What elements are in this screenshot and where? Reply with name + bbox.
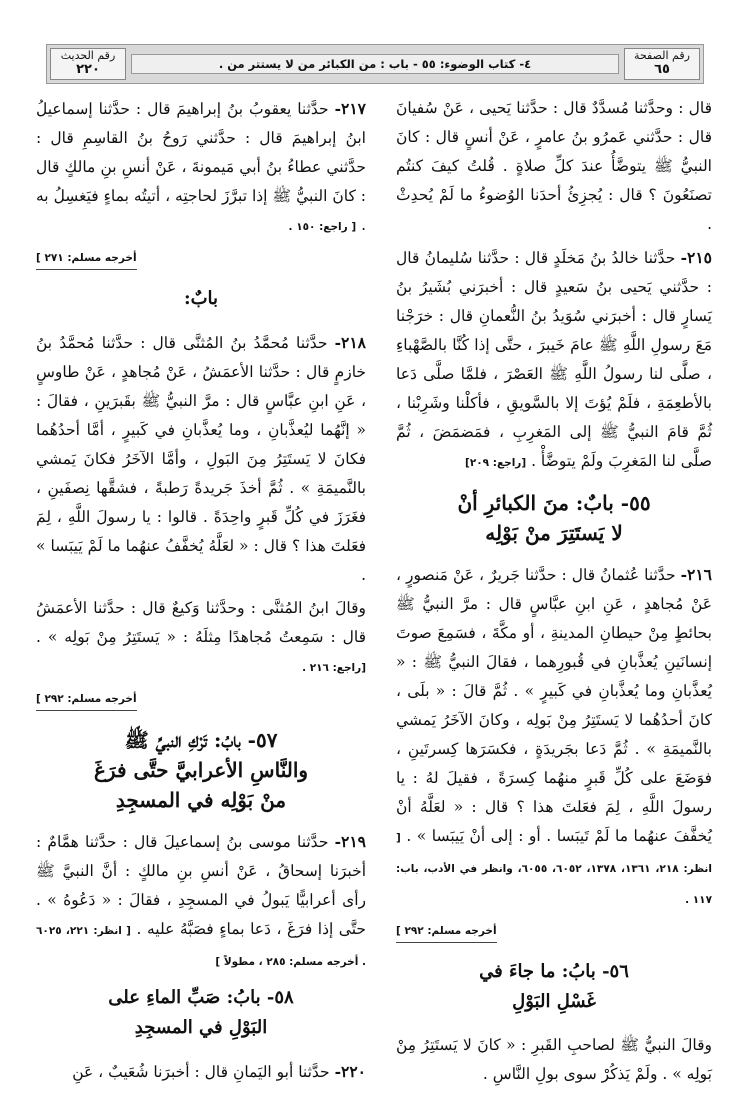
chapter-57-heading [36,725,366,815]
hadith-217-number: ٢١٧- [334,99,366,118]
ibn-muthanna-ref: [راجع: ٢١٦ . [302,662,366,674]
running-title: ٤- كتاب الوضوء: ٥٥ - باب : من الكبائر من لا يستتر من . [131,54,619,74]
hadith-220-text: حدَّثنا أبو اليَمانِ قال : أخبرَنا شُعَيبٌ ، عَنِ [72,1063,330,1081]
hadith-218-text: حدَّثنا مُحمَّدُ بنُ المُثنَّى قال : حدَّثنا مُحمَّدُ بنُ خازمٍ قال : حدَّثنا الأعمَشُ ، عَنْ مُجاهدٍ ، عَنْ طاوسٍ ، عَنِ ابنِ عبَّاسٍ قال : مرَّ النبيُّ ﷺ بقَبرَينِ ، فقالَ : « إنَّهُما ليُعذَّبانِ ، وما يُعذَّبانِ في كَبيرٍ ، أمَّا أحدُهُما فكانَ لا يَستَتِرُ مِنَ البَولِ ، وأمَّا الآخَرُ فكانَ يَمشي بالنَّميمَةِ » . ثُمَّ أخذَ جَريدةً رَطبةً ، فشقَّها نِصفَينِ ، فغَرَزَ في كُلِّ قَبرٍ واحِدَةً . قالوا : يا رسولَ اللَّهِ ، لِمَ فعَلتَ هذا ؟ قال : « لعَلَّهُ يُخفَّفُ عنهُما ما لَمْ يَيبَسا » . [36,334,366,584]
hadith-number-box [50,48,126,80]
hadith-219-number: ٢١٩- [334,832,366,851]
chapter-57-line1: ٥٧- بابُ: تَرْكِ النبيِّ ﷺ [124,728,278,752]
right-column [396,94,712,1093]
hadith-number-label: رقم الحديث [60,49,116,62]
hadith-number: ٢٢٠ [76,62,100,77]
hadith-220 [36,1057,366,1087]
hadith-219-ref: [ انظر: ٢٢١، ٦٠٢٥ . أخرجه مسلم: ٢٨٥ ، مطولاً ] [36,925,366,968]
chapter-58-line2: البَوْلِ في المسجِدِ [134,1017,268,1038]
chapter-55-line1: ٥٥- بابٌ: منَ الكبائرِ أنْ [457,491,651,515]
chapter-56-line2: غَسْلِ البَوْلِ [512,991,596,1012]
hadith-219-text: حدَّثنا موسى بنُ إسماعيلَ قال : حدَّثنا همَّامٌ : أخبرَنا إسحاقُ ، عَنْ أنسِ بنِ مالكٍ : أنَّ النبيَّ ﷺ رأى أعرابيًّا يَبولُ في المسجِدِ ، فقالَ : « دَعُوهُ » . حتَّى إذا فرَغَ ، دَعا بماءٍ فصَبَّهُ عليه . [36,833,366,938]
hadith-215-number: ٢١٥- [680,248,712,267]
paragraph-continued: قال : وحدَّثنا مُسدَّدٌ قال : حدَّثنا يَحيى ، عَنْ سُفيانَ قال : حدَّثني عَمرُو بنُ عامرٍ ، عَنْ أنسٍ قال : كانَ النبيُّ ﷺ يتوضَّأُ عندَ كلِّ صلاةٍ . قُلتُ كيفَ كنتُم تصنَعُونَ ؟ قال : يُجزِئُ أحدَنا الوُضوءُ ما لَمْ يُحدِثْ . [396,99,712,233]
chapter-55-line2: لا يَستَتِرَ منْ بَوْلِه [485,521,623,545]
chapter-56-text: وقالَ النبيُّ ﷺ لصاحبِ القَبرِ : « كانَ لا يَستَتِرُ مِنْ بَولِه » . ولَمْ يَذكُرْ سوى بولِ النَّاسِ . [396,1036,712,1083]
hadith-216-ref: [ انظر: ٢١٨، ١٣٦١، ١٣٧٨، ٦٠٥٢، ٦٠٥٥، وانظر في الأدب، باب: ١١٧ . [396,832,712,906]
chapter-57-line2: والنَّاسِ الأعرابيَّ حتَّى فرَغَ [93,758,309,782]
hadith-216-text: حدَّثنا عُثمانُ قال : حدَّثنا جَريرٌ ، عَنْ مَنصورٍ ، عَنْ مُجاهدٍ ، عَنِ ابنِ عبَّاسٍ قال : مرَّ النبيُّ ﷺ بحائطٍ مِنْ حيطانِ المدينةِ ، أو مكَّةَ ، فسَمِعَ صوتَ إنسانَينِ يُعذَّبانِ في قُبورِهما ، فقالَ النبيُّ ﷺ : « يُعذَّبانِ وما يُعذَّبانِ في كَبيرٍ » . ثُمَّ قالَ : « بلَى ، كانَ أحدُهُما لا يَستَتِرُ مِنْ بَولِه ، وكانَ الآخَرُ يَمشي بالنَّميمَةِ » . ثُمَّ دَعا بجَريدَةٍ ، فكسَرَها كِسرتَينِ ، فوَضَعَ على كُلِّ قَبرٍ منهُما كِسرَةً ، فقيلَ لهُ : يا رسولَ اللَّهِ ، لِمَ فعَلتَ هذا ؟ قال : « لعَلَّهُ أنْ يُخفَّفَ عنهُما ما لَمْ تَيبَسا . أو : إلى أنْ يَيبَسا » . [396,566,712,845]
hadith-215-ref: [راجع: ٢٠٩] [465,457,527,469]
hadith-218 [36,328,366,590]
chapter-55-heading [396,488,712,548]
page-number-label: رقم الصفحة [634,49,690,62]
hadith-216 [396,560,712,915]
chapter-57-line3: منْ بَوْلِه في المسجِدِ [115,788,287,812]
hadith-218-number: ٢١٨- [334,333,366,352]
ibn-muthanna-note [36,594,366,683]
page-header [46,44,704,84]
hadith-215 [396,243,712,478]
ibn-muthanna-text: وقالَ ابنُ المُثنَّى : وحدَّثنا وَكيعٌ قال : حدَّثنا الأعمَشُ قال : سَمِعتُ مُجاهدًا مِثلَهُ : « يَستَتِرُ مِنْ بَولِه » . [36,599,366,646]
hadith-219 [36,827,366,977]
hadith-216-note: أخرجه مسلم: ٢٩٢ ] [396,922,497,943]
page-number-box [624,48,700,80]
chapter-untitled-heading: بابٌ: [183,288,219,309]
chapter-56-line1: ٥٦- بابُ: ما جاءَ في [479,961,629,982]
chapter-58-line1: ٥٨- بابُ: صَبِّ الماءِ على [108,987,294,1008]
hadith-217-text: حدَّثنا يعقوبُ بنُ إبراهيمَ قال : حدَّثنا إسماعيلُ ابنُ إبراهيمَ قال : حدَّثني رَوحُ بنُ القاسِمِ قال : حدَّثني عطاءُ بنُ أبي مَيمونةَ ، عَنْ أنسِ بنِ مالكٍ قال : كانَ النبيُّ ﷺ إذا تبرَّزَ لحاجتِه ، أتيتُه بماءٍ فيَغسِلُ به . [36,100,366,234]
hadith-220-number: ٢٢٠- [334,1062,366,1081]
left-column [36,94,366,1091]
chapter-58-heading [36,983,366,1043]
hadith-215-text: حدَّثنا خالدُ بنُ مَخلَدٍ قال : حدَّثنا سُليمانُ قال : حدَّثني يَحيى بنُ سَعيدٍ قال : أخبرَني بُشَيرُ بنُ يَسارٍ قال : أخبرَني سُوَيدُ بنُ النُّعمانِ قال : خرَجْنا مَعَ رسولِ اللَّهِ ﷺ عامَ خَيبرَ ، حتَّى إذا كُنَّا بالصَّهْباءِ ، صلَّى لنا رسولُ اللَّهِ ﷺ العَصْرَ ، فلمَّا صلَّى دَعا بالأطعِمَةِ ، فلَمْ يُؤتَ إلا بالسَّويقِ ، فأكلْنا وشَرِبْنا ، ثُمَّ قامَ النبيُّ ﷺ إلى المَغرِبِ ، فمَضمَضَ ، ثُمَّ صلَّى لنا المَغرِبَ ولَمْ يتوضَّأْ . [396,249,712,470]
chapter-56-heading [396,957,712,1017]
ibn-muthanna-muslim-note: أخرجه مسلم: ٢٩٢ ] [36,690,137,711]
hadith-216-number: ٢١٦- [680,565,712,584]
hadith-217 [36,94,366,242]
hadith-217-ref: [ راجع: ١٥٠ . [288,221,357,233]
hadith-217-note: أخرجه مسلم: ٢٧١ ] [36,249,137,270]
page-number: ٦٥ [654,62,670,77]
